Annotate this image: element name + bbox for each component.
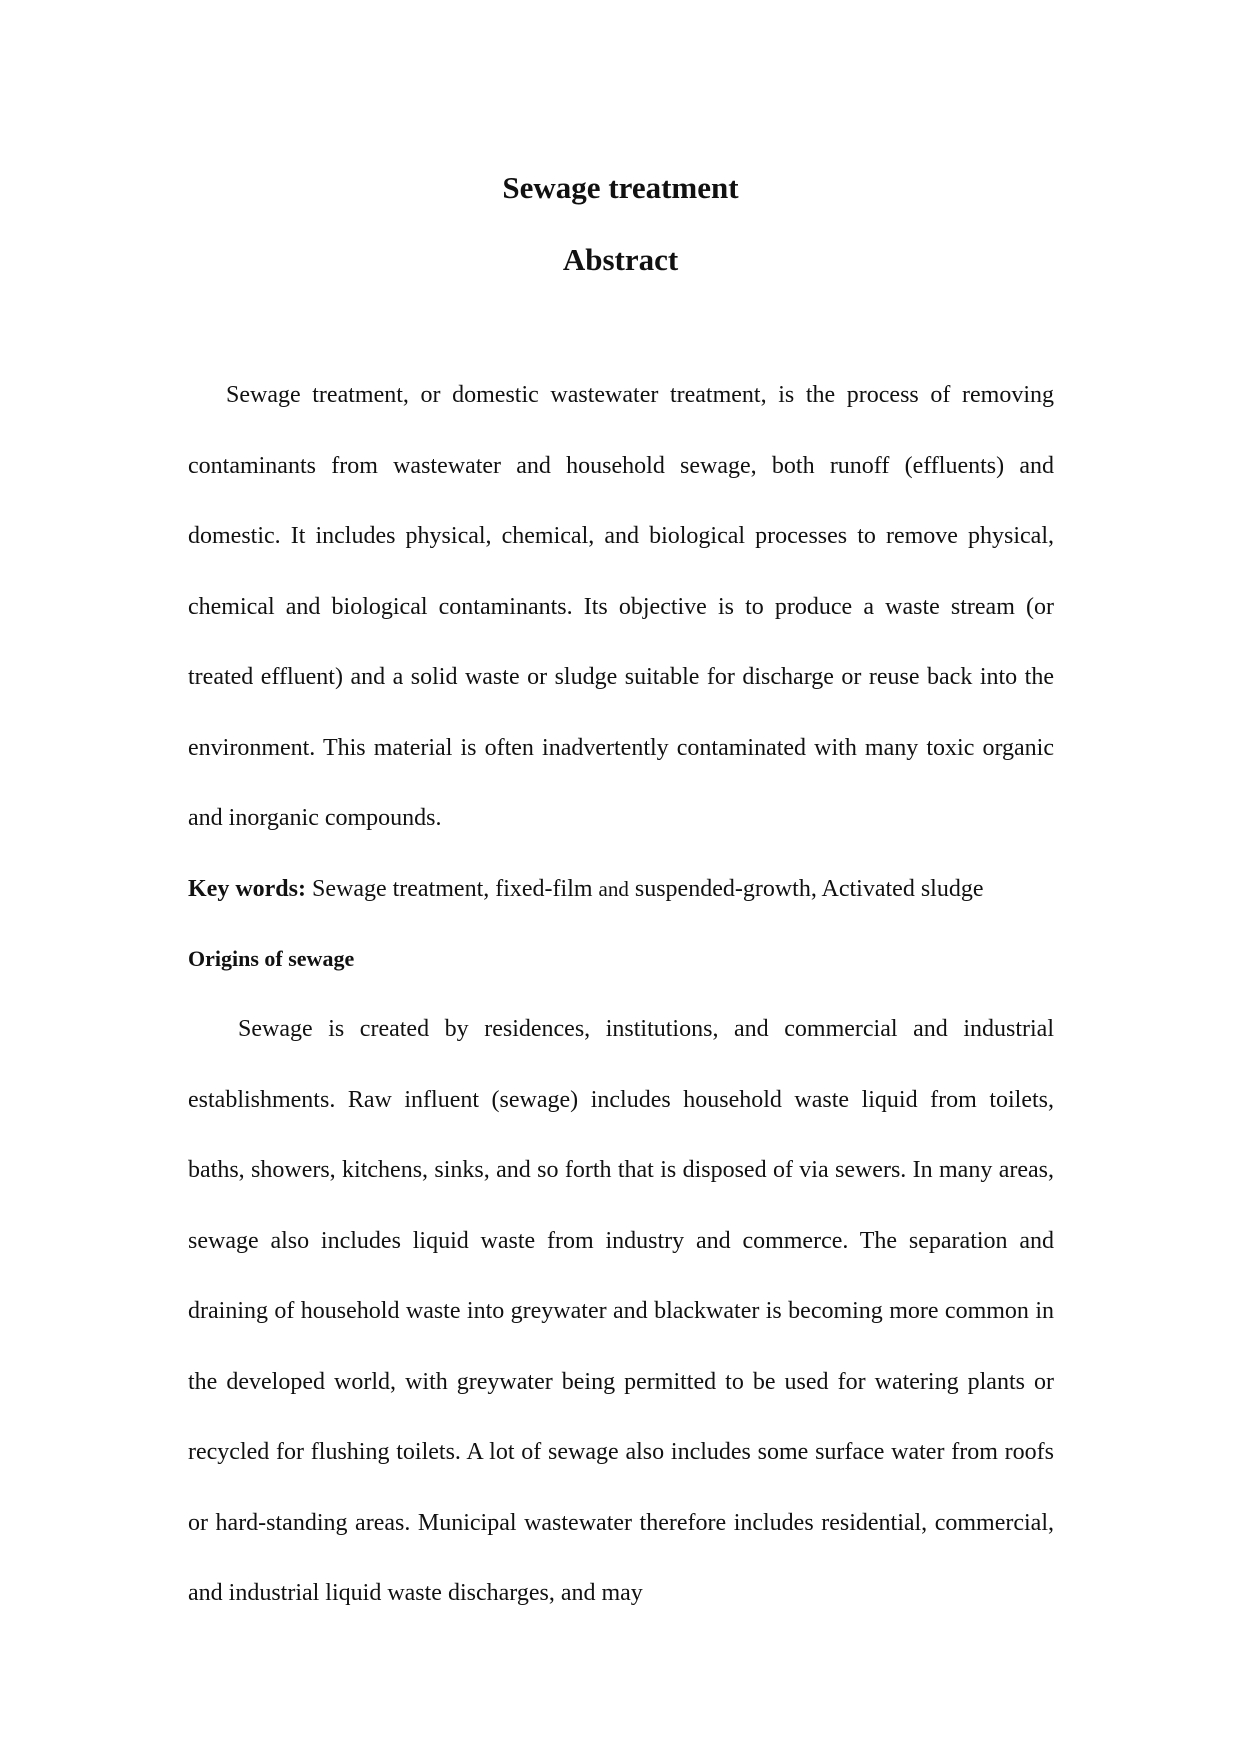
origins-paragraph-block: [188, 994, 1054, 1629]
abstract-heading: Abstract: [562, 242, 679, 277]
keywords-line: [188, 854, 1054, 925]
keywords-text-part1: Sewage treatment, fixed-film: [305, 876, 599, 902]
origins-paragraph: Sewage is created by residences, institutions, and commercial and industrial establishments. Raw influent (sewage) includes household waste liquid from toilets, baths, showers, kitchens, sinks, and so forth that is disposed of via sewers. In many areas, sewage also includes liquid waste from industry and commerce. The separation and draining of household waste into greywater and blackwater is becoming more common in the developed world, with greywater being permitted to be used for watering plants or recycled for flushing toilets. A lot of sewage also includes some surface water from roofs or hard-standing areas. Municipal wastewater therefore includes residential, commercial, and industrial liquid waste discharges, and may: [188, 1016, 1054, 1606]
keywords-text-and: and: [598, 877, 629, 901]
keywords-label: Key words:: [188, 876, 306, 902]
abstract-paragraph-block: [188, 360, 1054, 854]
document-title: Sewage treatment: [502, 170, 739, 205]
abstract-paragraph: Sewage treatment, or domestic wastewater treatment, is the process of removing contaminants from wastewater and household sewage, both runoff (effluents) and domestic. It includes physical, chemical, and biological processes to remove physical, chemical and biological contaminants. Its objective is to produce a waste stream (or treated effluent) and a solid waste or sludge suitable for discharge or reuse back into the environment. This material is often inadvertently contaminated with many toxic organic and inorganic compounds.: [188, 382, 1054, 831]
origins-section-heading: Origins of sewage: [188, 946, 355, 971]
keywords-text-part2: suspended-growth, Activated sludge: [628, 876, 984, 902]
